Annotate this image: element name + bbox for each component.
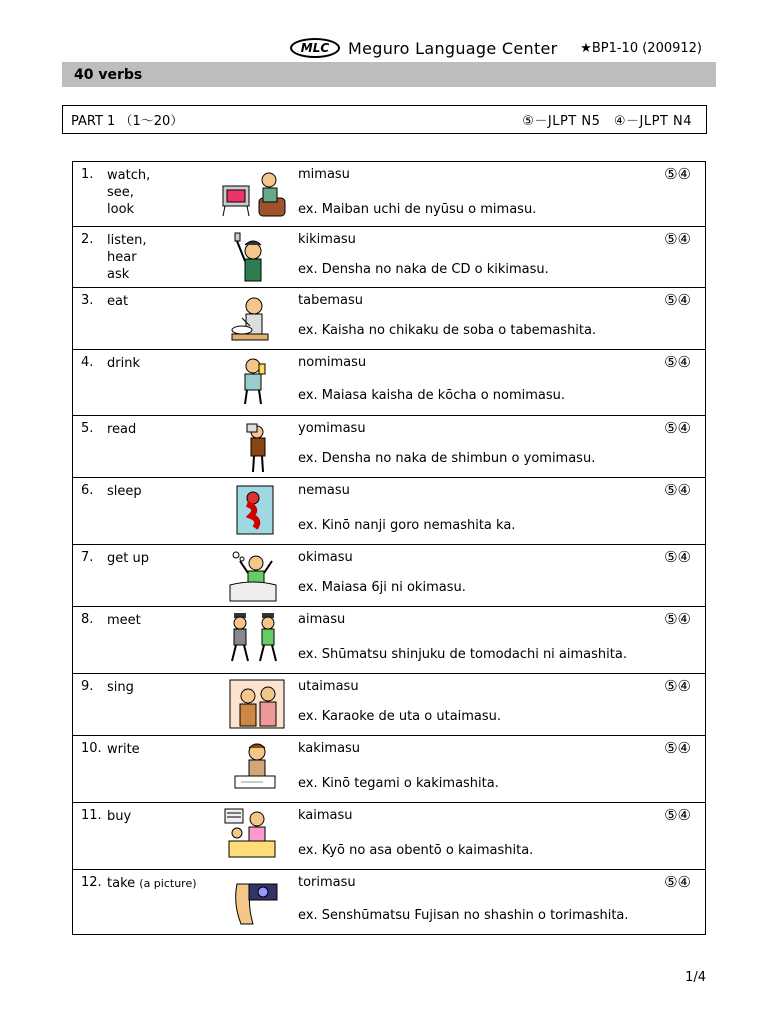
listening-icon <box>233 231 273 285</box>
singing-icon <box>228 678 286 730</box>
verb-row <box>73 869 705 934</box>
verb-japanese: kaimasu <box>298 808 353 823</box>
verb-english: eat <box>107 294 129 309</box>
verb-number: 3. <box>81 293 94 308</box>
example-sentence: ex. Senshūmatsu Fujisan no shashin o torimashita. <box>298 908 629 923</box>
waking-up-icon <box>228 549 278 603</box>
jlpt-level: ⑤④ <box>664 873 691 891</box>
verb-english: buy <box>107 809 132 824</box>
verb-row <box>73 477 705 544</box>
verb-row <box>73 606 705 673</box>
verb-number: 8. <box>81 612 94 627</box>
jlpt-level: ⑤④ <box>664 677 691 695</box>
verb-japanese: aimasu <box>298 612 346 627</box>
verb-row <box>73 349 705 415</box>
verb-english: watch, see, look <box>107 168 151 217</box>
jlpt-level: ⑤④ <box>664 165 691 183</box>
example-sentence: ex. Maiasa 6ji ni okimasu. <box>298 580 466 595</box>
jlpt-level: ⑤④ <box>664 353 691 371</box>
verb-japanese: utaimasu <box>298 679 359 694</box>
page-title: 40 verbs <box>74 66 143 83</box>
tv-watching-icon <box>221 170 287 220</box>
reading-icon <box>243 420 273 474</box>
verb-japanese: kakimasu <box>298 741 361 756</box>
verb-english: sing <box>107 680 134 695</box>
verb-number: 6. <box>81 483 94 498</box>
verb-row <box>73 162 705 226</box>
meeting-icon <box>228 611 280 665</box>
verb-row <box>73 735 705 802</box>
page-number: 1/4 <box>685 970 706 985</box>
verb-row <box>73 544 705 606</box>
verb-english: write <box>107 742 140 757</box>
verb-number: 1. <box>81 167 94 182</box>
verb-english <box>107 875 197 892</box>
verb-row <box>73 287 705 349</box>
verb-number: 12. <box>81 875 102 890</box>
verb-number: 7. <box>81 550 94 565</box>
verb-english: get up <box>107 551 149 566</box>
verb-row <box>73 673 705 735</box>
header <box>290 36 710 60</box>
drinking-icon <box>235 356 275 406</box>
verb-number: 10. <box>81 741 102 756</box>
example-sentence: ex. Densha no naka de CD o kikimasu. <box>298 262 549 277</box>
verb-japanese: mimasu <box>298 167 350 182</box>
verb-japanese: kikimasu <box>298 232 356 247</box>
example-sentence: ex. Shūmatsu shinjuku de tomodachi ni aimashita. <box>298 647 627 662</box>
example-sentence: ex. Kinō tegami o kakimashita. <box>298 776 499 791</box>
example-sentence: ex. Maiban uchi de nyūsu o mimasu. <box>298 202 537 217</box>
camera-icon <box>231 874 281 928</box>
verb-number: 2. <box>81 232 94 247</box>
verb-english: read <box>107 422 137 437</box>
mlc-logo: MLC <box>290 38 340 58</box>
jlpt-level: ⑤④ <box>664 548 691 566</box>
jlpt-level: ⑤④ <box>664 739 691 757</box>
example-sentence: ex. Kinō nanji goro nemashita ka. <box>298 518 516 533</box>
verb-number: 5. <box>81 421 94 436</box>
verb-japanese: nemasu <box>298 483 350 498</box>
eating-icon <box>228 294 272 344</box>
jlpt-level: ⑤④ <box>664 610 691 628</box>
verb-english: meet <box>107 613 141 628</box>
verb-number: 11. <box>81 808 102 823</box>
verb-row <box>73 802 705 869</box>
writing-icon <box>233 740 277 792</box>
title-bar <box>62 62 716 87</box>
jlpt-level: ⑤④ <box>664 419 691 437</box>
verb-japanese: yomimasu <box>298 421 366 436</box>
verb-japanese: torimasu <box>298 875 356 890</box>
jlpt-levels-legend: ⑤－JLPT N5 ④－JLPT N4 <box>522 114 692 129</box>
jlpt-level: ⑤④ <box>664 291 691 309</box>
part-label: PART 1 （1〜20） <box>71 114 184 129</box>
example-sentence: ex. Kyō no asa obentō o kaimashita. <box>298 843 534 858</box>
verb-english: sleep <box>107 484 142 499</box>
example-sentence: ex. Kaisha no chikaku de soba o tabemashita. <box>298 323 597 338</box>
jlpt-level: ⑤④ <box>664 481 691 499</box>
sleeping-icon <box>235 484 275 536</box>
verb-row <box>73 226 705 287</box>
verb-japanese: nomimasu <box>298 355 367 370</box>
verb-english: listen, hear ask <box>107 233 147 282</box>
verb-japanese: okimasu <box>298 550 353 565</box>
shopping-icon <box>223 807 281 861</box>
verb-japanese: tabemasu <box>298 293 363 308</box>
example-sentence: ex. Maiasa kaisha de kōcha o nomimasu. <box>298 388 566 403</box>
verb-english: drink <box>107 356 140 371</box>
verb-english-word: take <box>107 876 136 891</box>
verb-table <box>72 161 706 935</box>
verb-number: 9. <box>81 679 94 694</box>
example-sentence: ex. Karaoke de uta o utaimasu. <box>298 709 502 724</box>
example-sentence: ex. Densha no naka de shimbun o yomimasu. <box>298 451 596 466</box>
verb-english-note: (a picture) <box>139 877 197 890</box>
document-code: ★BP1-10 (200912) <box>580 40 702 56</box>
jlpt-level: ⑤④ <box>664 806 691 824</box>
verb-number: 4. <box>81 355 94 370</box>
jlpt-level: ⑤④ <box>664 230 691 248</box>
part-box <box>62 105 707 134</box>
verb-row <box>73 415 705 477</box>
center-name: Meguro Language Center <box>348 38 558 58</box>
